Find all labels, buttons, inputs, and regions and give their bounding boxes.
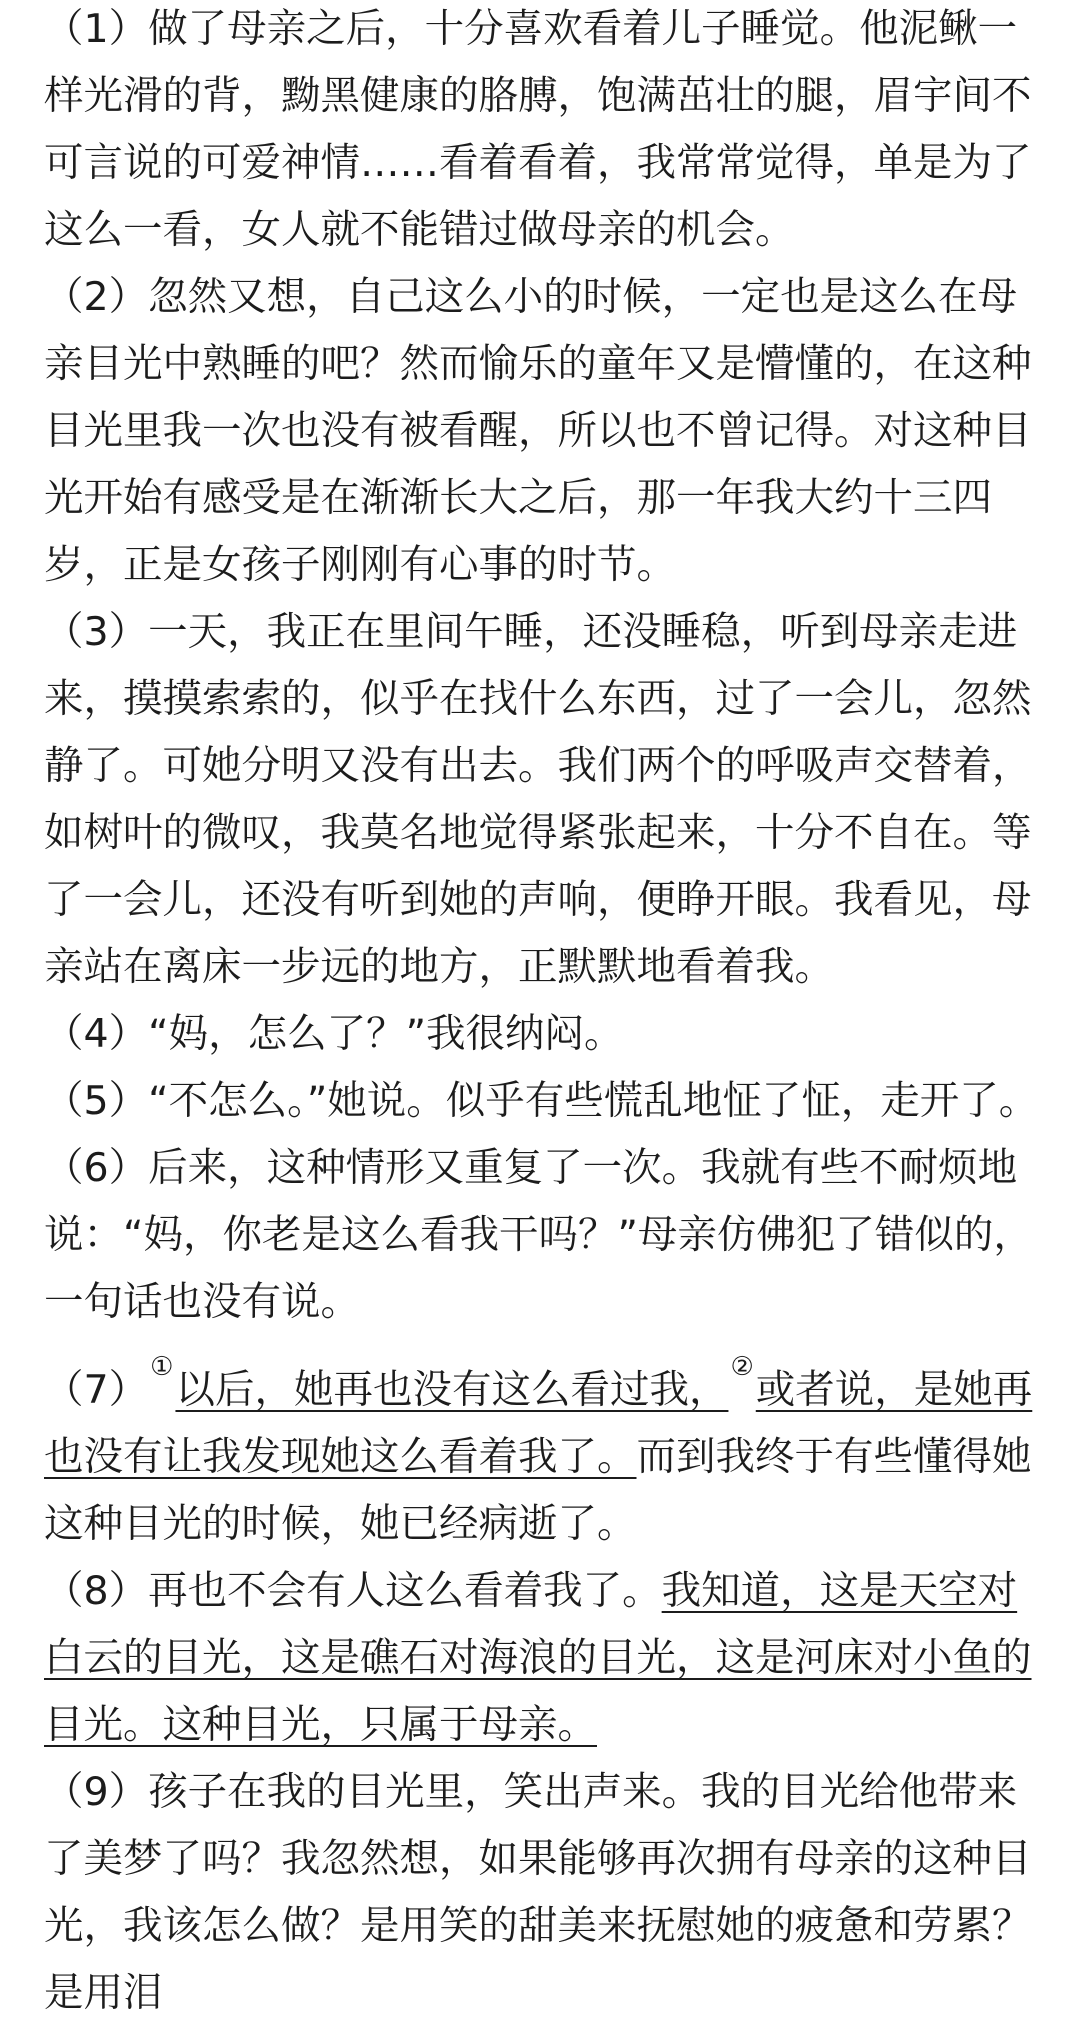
paragraph-5: （5）“不怎么。”她说。似乎有些慌乱地怔了怔，走开了。 xyxy=(44,1078,1039,1124)
underlined-passage: 我知道，这是天空对白云的目光，这是礁石对海浪的目光，这是河床对小鱼的目光。这种目光，只属于母亲。 xyxy=(44,1568,1032,1748)
paragraph-2: （2）忽然又想，自己这么小的时候，一定也是这么在母亲目光中熟睡的吧？然而愉乐的童年又是懵懂的，在这种目光里我一次也没有被看醒，所以也不曾记得。对这种目光开始有感受是在渐渐长大之后，那一年我大约十三四岁，正是女孩子刚刚有心事的时节。 xyxy=(44,274,1032,588)
paragraph-4: （4）“妈，怎么了？”我很纳闷。 xyxy=(44,1011,624,1057)
circled-number-2: ② xyxy=(730,1352,754,1382)
paragraph-7 xyxy=(44,1354,1054,1558)
paragraph-1: （1）做了母亲之后，十分喜欢看着儿子睡觉。他泥鳅一样光滑的背，黝黑健康的胳膊，饱满茁壮的腿，眉宇间不可言说的可爱神情……看着看着，我常常觉得，单是为了这么一看，女人就不能错过做母亲的机会。 xyxy=(44,6,1032,253)
paragraph-3: （3）一天，我正在里间午睡，还没睡稳，听到母亲走进来，摸摸索索的，似乎在找什么东西，过了一会儿，忽然静了。可她分明又没有出去。我们两个的呼吸声交替着，如树叶的微叹，我莫名地觉得紧张起来，十分不自在。等了一会儿，还没有听到她的声响，便睁开眼。我看见，母亲站在离床一步远的地方，正默默地看着我。 xyxy=(44,609,1032,990)
paragraph-8-lead: （8）再也不会有人这么看着我了。 xyxy=(44,1568,662,1614)
paragraph-6: （6）后来，这种情形又重复了一次。我就有些不耐烦地说：“妈，你老是这么看我干吗？”母亲仿佛犯了错似的，一句话也没有说。 xyxy=(44,1145,1033,1325)
paragraph-9: （9）孩子在我的目光里，笑出声来。我的目光给他带来了美梦了吗？我忽然想，如果能够再次拥有母亲的这种目光，我该怎么做？是用笑的甜美来抚慰她的疲惫和劳累？是用泪 xyxy=(44,1769,1032,2016)
paragraph-7-rest: 而到我终于有些懂得她这种目光的时候，她已经病逝了。 xyxy=(44,1434,1032,1547)
paragraph-7-lead: （7） xyxy=(44,1367,149,1413)
circled-number-1: ① xyxy=(150,1352,174,1382)
paragraph-8 xyxy=(44,1558,1054,1759)
underlined-sentence-2: 或者说，是她再也没有让我发现她这么看着我了。 xyxy=(44,1367,1033,1480)
underlined-sentence-1: 以后，她再也没有这么看过我， xyxy=(175,1367,729,1413)
